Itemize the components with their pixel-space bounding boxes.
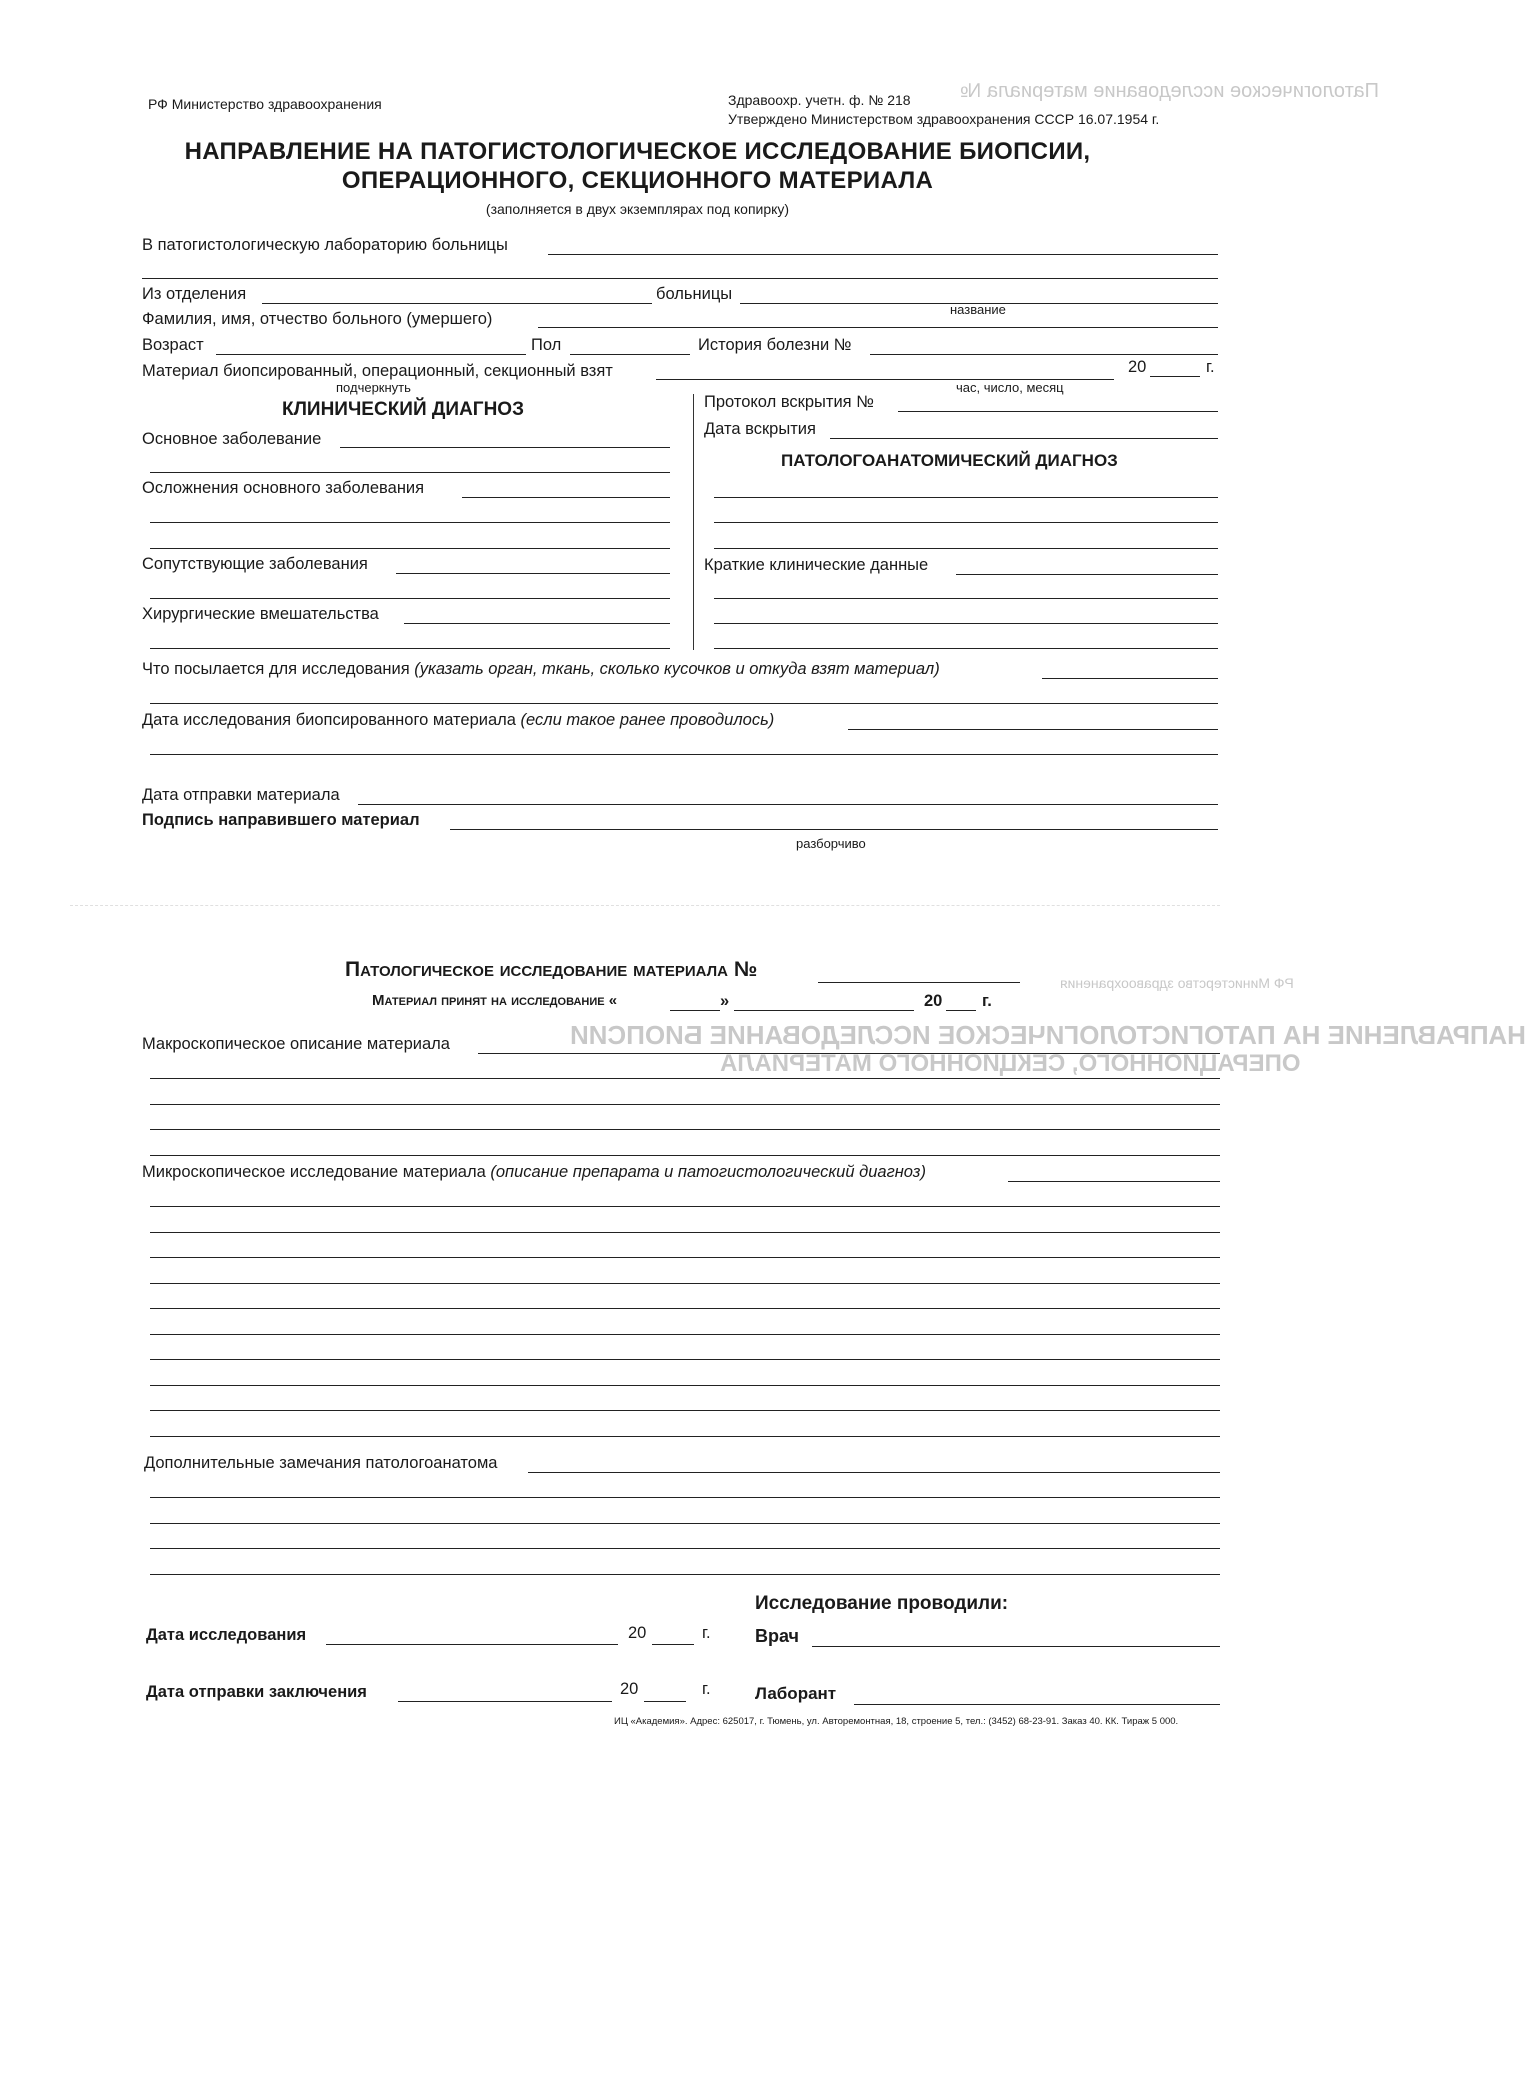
dept-field[interactable] [262, 303, 652, 304]
ministry-header: РФ Министерство здравоохранения [148, 96, 382, 112]
complications-field-2[interactable] [150, 522, 670, 523]
time-hint: час, число, месяц [956, 380, 1064, 395]
ghost-text: Патологическое исследование материала № [960, 80, 1379, 102]
what-sent-hint: (указать орган, ткань, сколько кусочков и откуда взят материал) [414, 660, 940, 678]
brief-clinical-field-2[interactable] [714, 598, 1218, 599]
study-number-field[interactable] [818, 982, 1020, 983]
micro-field-10[interactable] [150, 1410, 1220, 1411]
macro-field-5[interactable] [150, 1155, 1220, 1156]
notes-field-3[interactable] [150, 1523, 1220, 1524]
column-divider [693, 394, 694, 650]
fio-label: Фамилия, имя, отчество больного (умершего) [142, 310, 493, 328]
micro-field-2[interactable] [150, 1206, 1220, 1207]
legibly-hint: разборчиво [796, 836, 866, 851]
brief-clinical-label: Краткие клинические данные [704, 556, 929, 574]
doctor-field[interactable] [812, 1646, 1220, 1647]
performed-heading: Исследование проводили: [755, 1593, 1009, 1614]
hospital-hint: название [950, 302, 1006, 317]
conclusion-year-prefix: 20 [620, 1680, 639, 1698]
approval-note: Утверждено Министерством здравоохранения СССР 16.07.1954 г. [728, 111, 1160, 127]
send-date-field[interactable] [358, 804, 1218, 805]
what-sent-field[interactable] [1042, 678, 1218, 679]
patho-diagnosis-field-1[interactable] [714, 497, 1218, 498]
study-year-suffix: г. [702, 1624, 711, 1642]
main-disease-field[interactable] [340, 447, 670, 448]
micro-field-1[interactable] [1008, 1181, 1220, 1182]
prev-study-hint: (если такое ранее проводилось) [520, 711, 775, 729]
macro-field-4[interactable] [150, 1129, 1220, 1130]
what-sent-label [142, 660, 940, 679]
form-title-line1: НАПРАВЛЕНИЕ НА ПАТОГИСТОЛОГИЧЕСКОЕ ИССЛЕДОВАНИЕ БИОПСИИ, [184, 138, 1091, 165]
sex-label: Пол [531, 336, 562, 354]
autopsy-protocol-label: Протокол вскрытия № [704, 393, 874, 411]
tear-line [70, 905, 1220, 906]
patho-diagnosis-field-3[interactable] [714, 548, 1218, 549]
notes-label: Дополнительные замечания патологоанатома [144, 1454, 498, 1472]
conclusion-year-suffix: г. [702, 1680, 711, 1698]
concomitant-field[interactable] [396, 573, 670, 574]
form-subtitle: (заполняется в двух экземплярах под копирку) [485, 201, 790, 217]
doctor-label: Врач [755, 1626, 800, 1646]
signature-label: Подпись направившего материал [142, 811, 420, 829]
micro-field-9[interactable] [150, 1385, 1220, 1386]
micro-field-11[interactable] [150, 1436, 1220, 1437]
underline-hint: подчеркнуть [336, 380, 411, 395]
accepted-month-field[interactable] [734, 1010, 914, 1011]
notes-field-1[interactable] [528, 1472, 1220, 1473]
macro-label: Макроскопическое описание материала [142, 1035, 450, 1053]
main-disease-field-continued[interactable] [150, 472, 670, 473]
macro-field-3[interactable] [150, 1104, 1220, 1105]
send-date-label: Дата отправки материала [142, 786, 340, 804]
printer-info: ИЦ «Академия». Адрес: 625017, г. Тюмень, ул. Авторемонтная, 18, строение 5, тел.: (3452) 68-23-91. Заказ 40. КК. Тираж 5 000. [614, 1716, 1179, 1727]
brief-clinical-field-4[interactable] [714, 648, 1218, 649]
year-suffix: г. [1206, 358, 1215, 376]
lab-field-continued[interactable] [142, 278, 1218, 279]
micro-field-3[interactable] [150, 1232, 1220, 1233]
micro-text: Микроскопическое исследование материала [142, 1163, 486, 1181]
main-disease-label: Основное заболевание [142, 430, 322, 448]
micro-hint: (описание препарата и патогистологический диагноз) [490, 1163, 926, 1181]
bottom-title: Патологическое исследование материала № [345, 958, 758, 981]
complications-field[interactable] [462, 497, 670, 498]
brief-clinical-field[interactable] [956, 574, 1218, 575]
year-prefix: 20 [1128, 358, 1147, 376]
concomitant-label: Сопутствующие заболевания [142, 555, 368, 573]
lab-label: В патогистологическую лабораторию больницы [142, 236, 508, 254]
notes-field-5[interactable] [150, 1574, 1220, 1575]
patho-diagnosis-field-2[interactable] [714, 522, 1218, 523]
fio-field[interactable] [538, 327, 1218, 328]
year-field[interactable] [1150, 376, 1200, 377]
accepted-year-field[interactable] [946, 1010, 976, 1011]
history-field[interactable] [870, 354, 1218, 355]
study-year-prefix: 20 [628, 1624, 647, 1642]
surgery-field-2[interactable] [150, 648, 670, 649]
notes-field-2[interactable] [150, 1497, 1220, 1498]
accepted-label: Материал принят на исследование « [372, 992, 618, 1009]
accepted-close-quote: » [720, 992, 730, 1010]
micro-field-4[interactable] [150, 1257, 1220, 1258]
micro-field-7[interactable] [150, 1334, 1220, 1335]
micro-field-8[interactable] [150, 1359, 1220, 1360]
prev-study-field-2[interactable] [150, 754, 1218, 755]
autopsy-date-label: Дата вскрытия [704, 420, 816, 438]
autopsy-date-field[interactable] [830, 438, 1218, 439]
prev-study-label [142, 711, 774, 730]
study-date-label: Дата исследования [146, 1626, 307, 1644]
ghost-text: ОПЕРАЦИОННОГО, СЕКЦИОННОГО МАТЕРИАЛА [720, 1050, 1301, 1077]
surgery-field[interactable] [404, 623, 670, 624]
signature-field[interactable] [450, 829, 1218, 830]
accepted-day-field[interactable] [670, 1010, 720, 1011]
form-number: Здравоохр. учетн. ф. № 218 [728, 92, 911, 108]
accepted-year-prefix: 20 [924, 992, 943, 1010]
material-taken-label: Материал биопсированный, операционный, секционный взят [142, 362, 613, 380]
lab-assistant-field[interactable] [854, 1704, 1220, 1705]
micro-label [142, 1163, 926, 1182]
conclusion-year-field[interactable] [644, 1701, 686, 1702]
dept-label: Из отделения [142, 285, 247, 303]
clinical-diagnosis-heading: КЛИНИЧЕСКИЙ ДИАГНОЗ [282, 399, 524, 420]
conclusion-date-label: Дата отправки заключения [146, 1683, 367, 1701]
study-year-field[interactable] [652, 1644, 694, 1645]
surgery-label: Хирургические вмешательства [142, 605, 379, 623]
what-sent-field-2[interactable] [150, 703, 1218, 704]
lab-field[interactable] [548, 254, 1218, 255]
notes-field-4[interactable] [150, 1548, 1220, 1549]
age-label: Возраст [142, 336, 204, 354]
macro-field-1[interactable] [478, 1053, 1220, 1054]
brief-clinical-field-3[interactable] [714, 623, 1218, 624]
micro-field-5[interactable] [150, 1283, 1220, 1284]
prev-study-text: Дата исследования биопсированного материала [142, 711, 516, 729]
conclusion-date-field[interactable] [398, 1701, 612, 1702]
ghost-text: РФ Министерство здравоохранения [1060, 975, 1294, 991]
complications-label: Осложнения основного заболевания [142, 479, 425, 497]
macro-field-2[interactable] [150, 1078, 1220, 1079]
age-field[interactable] [216, 354, 526, 355]
complications-field-3[interactable] [150, 548, 670, 549]
history-label: История болезни № [698, 336, 852, 354]
prev-study-field[interactable] [848, 729, 1218, 730]
what-sent-text: Что посылается для исследования [142, 660, 410, 678]
micro-field-6[interactable] [150, 1308, 1220, 1309]
form-title-line2: ОПЕРАЦИОННОГО, СЕКЦИОННОГО МАТЕРИАЛА [341, 167, 934, 194]
sex-field[interactable] [570, 354, 690, 355]
concomitant-field-2[interactable] [150, 598, 670, 599]
ghost-text: НАПРАВЛЕНИЕ НА ПАТОГИСТОЛОГИЧЕСКОЕ ИССЛЕДОВАНИЕ БИОПСИИ [570, 1020, 1526, 1050]
accepted-year-suffix: г. [982, 992, 992, 1010]
study-date-field[interactable] [326, 1644, 618, 1645]
lab-assistant-label: Лаборант [755, 1684, 837, 1703]
pathoanatomical-diagnosis-heading: ПАТОЛОГОАНАТОМИЧЕСКИЙ ДИАГНОЗ [781, 451, 1118, 470]
hospital-label: больницы [656, 285, 733, 303]
autopsy-protocol-field[interactable] [898, 411, 1218, 412]
